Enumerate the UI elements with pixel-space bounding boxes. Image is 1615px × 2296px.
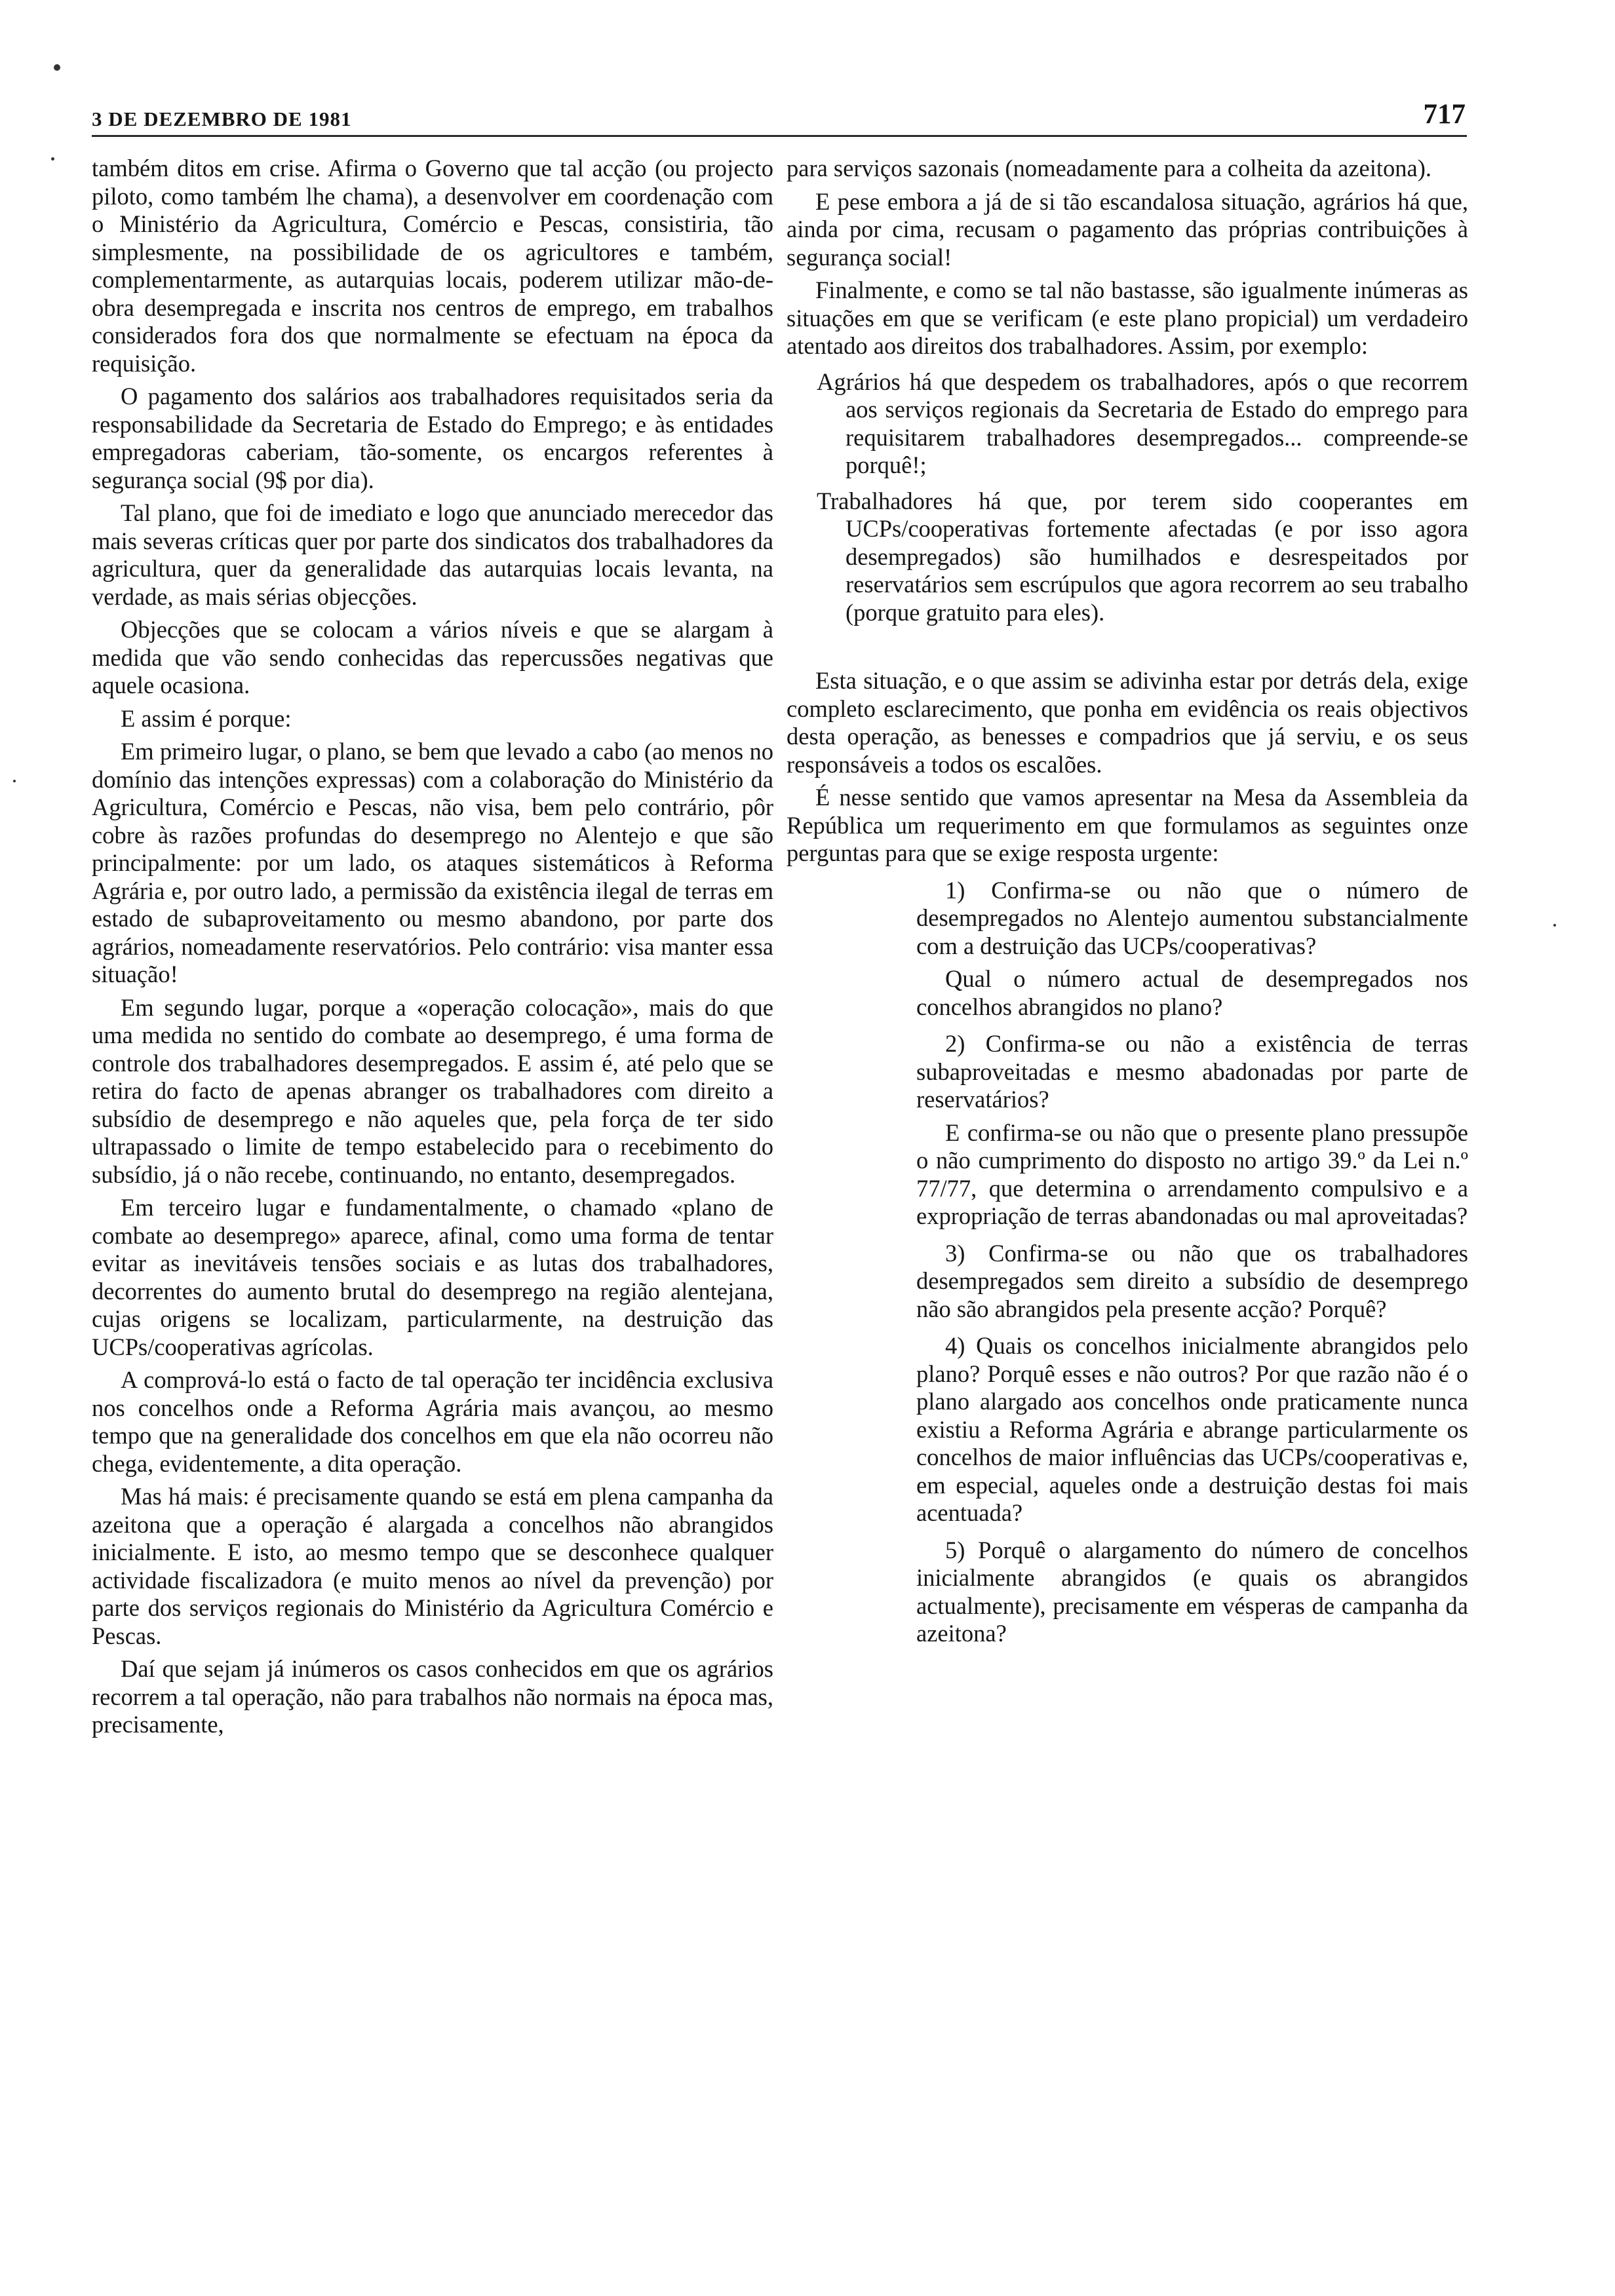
paragraph: também ditos em crise. Afirma o Governo que tal acção (ou projecto piloto, como também lhe chama), a desenvolver em coordenação com o Ministério da Agricultura, Comércio e Pescas, consistiria, tão simplesmente, na possibilidade de os agricultores e também, complementarmente, as autarquias locais, poderem utilizar mão-de-obra desempregada e inscrita nos centros de emprego, em trabalhos considerados fora dos que normalmente se efectuam na época da requisição.	[92, 155, 773, 377]
section-gap	[787, 626, 1468, 667]
scan-speck	[13, 780, 16, 782]
question-text: 2) Confirma-se ou não a existência de terras subaproveitadas e mesmo abadonadas por parte de reservatários?	[916, 1030, 1468, 1113]
paragraph: Esta situação, e o que assim se adivinha estar por detrás dela, exige completo esclarecimento, que ponha em evidência os reais objectivos desta operação, as benesses e compadrios que já serviu, e os seus responsáveis a todos os escalões.	[787, 667, 1468, 778]
left-column	[92, 155, 773, 1739]
paragraph: Em segundo lugar, porque a «operação colocação», mais do que uma medida no sentido do combate ao desemprego, é uma forma de controle dos trabalhadores desempregados. E assim é, até pelo que se retira do facto de apenas abranger os trabalhadores com direito a subsídio de desemprego e não aqueles que, pela força de ter sido ultrapassado o limite de tempo estabelecido para o recebimento do subsídio, já o não recebe, continuando, no entanto, desempregados.	[92, 993, 773, 1188]
paragraph: É nesse sentido que vamos apresentar na Mesa da Assembleia da República um requerimento em que formulamos as seguintes onze perguntas para que se exige resposta urgente:	[787, 784, 1468, 866]
paragraph: E pese embora a já de si tão escandalosa situação, agrários há que, ainda por cima, recusam o pagamento das próprias contribuições à segurança social!	[787, 187, 1468, 271]
question-text: 5) Porquê o alargamento do número de concelhos inicialmente abrangidos (e quais os abrangidos actualmente), precisamente em vésperas de campanha da azeitona?	[916, 1536, 1468, 1647]
scan-speck	[51, 157, 54, 161]
right-column	[787, 155, 1468, 1648]
question-item	[832, 1332, 1468, 1527]
question-subtext: Qual o número actual de desempregados nos concelhos abrangidos no plano?	[916, 965, 1468, 1020]
question-item	[832, 1240, 1468, 1324]
page-number: 717	[1423, 99, 1466, 130]
paragraph: E assim é porque:	[121, 704, 292, 732]
header-rule	[92, 135, 1467, 137]
paragraph: Daí que sejam já inúmeros os casos conhecidos em que os agrários recorrem a tal operação, não para trabalhos não normais na época mas, precisamente,	[92, 1655, 773, 1738]
header-date: 3 DE DEZEMBRO DE 1981	[92, 107, 352, 130]
paragraph: Tal plano, que foi de imediato e logo que anunciado merecedor das mais severas críticas quer por parte dos sindicatos dos trabalhadores da agricultura, quer da generalidade das autarquias locais levanta, na verdade, as mais sérias objecções.	[92, 499, 773, 610]
paragraph: A comprová-lo está o facto de tal operação ter incidência exclusiva nos concelhos onde a Reforma Agrária mais avançou, ao mesmo tempo que na generalidade dos concelhos em que ela não ocorreu não chega, evidentemente, a dita operação.	[92, 1366, 773, 1477]
question-text: 4) Quais os concelhos inicialmente abrangidos pelo plano? Porquê esses e não outros? Por que razão não é o plano alargado aos concelhos onde praticamente nunca existiu a Reforma Agrária e abrange particularmente os concelhos de maior influências das UCPs/cooperativas e, em especial, aqueles onde a destruição destas foi mais acentuada?	[916, 1332, 1468, 1526]
page-header	[92, 98, 1467, 135]
paragraph: Mas há mais: é precisamente quando se está em plena campanha da azeitona que a operação é alargada a concelhos não abrangidos inicialmente. E isto, ao mesmo tempo que se desconhece qualquer actividade fiscalizadora (e muito menos ao nível da prevenção) por parte dos serviços regionais do Ministério da Agricultura Comércio e Pescas.	[92, 1483, 773, 1649]
paragraph: Finalmente, e como se tal não bastasse, são igualmente inúmeras as situações em que se verificam (e este plano propicial) um verdadeiro atentado aos direitos dos trabalhadores. Assim, por exemplo:	[787, 277, 1468, 359]
question-item	[832, 1030, 1468, 1231]
paragraph: Em primeiro lugar, o plano, se bem que levado a cabo (ao menos no domínio das intenções expressas) com a colaboração do Ministério da Agricultura, Comércio e Pescas, não visa, bem pelo contrário, pôr cobre às razões profundas do desemprego no Alentejo e que são principalmente: por um lado, os ataques sistemáticos à Reforma Agrária e, por outro lado, a permissão da existência ilegal de terras em estado de subaproveitamento ou mesmo abandono, por parte dos agrários, nomeadamente reservatórios. Pelo contrário: visa manter essa situação!	[92, 738, 773, 987]
example-item: Trabalhadores há que, por terem sido cooperantes em UCPs/cooperativas fortemente afectadas (e por isso agora desempregados) são humilhados e desrespeitados por reservatários sem escrúpulos que agora recorrem ao seu trabalho (porque gratuito para eles).	[817, 487, 1468, 626]
example-item: Agrários há que despedem os trabalhadores, após o que recorrem aos serviços regionais da Secretaria de Estado do emprego para requisitarem trabalhadores desempregados... compreende-se porquê!;	[817, 368, 1468, 478]
scan-speck	[1553, 924, 1556, 927]
questions-list	[832, 877, 1468, 1648]
paragraph: O pagamento dos salários aos trabalhadores requisitados seria da responsabilidade da Secretaria de Estado do Emprego; e às entidades empregadoras caberiam, tão-somente, os encargos referentes à segurança social (9$ por dia).	[92, 383, 773, 493]
question-text: 1) Confirma-se ou não que o número de desempregados no Alentejo aumentou substancialmente com a destruição das UCPs/cooperativas?	[916, 876, 1468, 959]
question-text: 3) Confirma-se ou não que os trabalhadores desempregados sem direito a subsídio de desemprego não são abrangidos pela presente acção? Porquê?	[916, 1239, 1468, 1322]
scan-speck	[54, 64, 60, 71]
question-subtext: E confirma-se ou não que o presente plano pressupõe o não cumprimento do disposto no artigo 39.º da Lei n.º 77/77, que determina o arrendamento compulsivo e a expropriação de terras abandonadas ou mal aproveitadas?	[916, 1119, 1468, 1229]
question-item	[832, 1537, 1468, 1648]
paragraph: para serviços sazonais (nomeadamente para a colheita da azeitona).	[787, 155, 1431, 182]
question-item	[832, 877, 1468, 1022]
paragraph: Objecções que se colocam a vários níveis e que se alargam à medida que vão sendo conhecidas das repercussões negativas que aquele ocasiona.	[92, 616, 773, 698]
paragraph: Em terceiro lugar e fundamentalmente, o chamado «plano de combate ao desemprego» aparece, afinal, como uma forma de tentar evitar as inevitáveis tensões sociais e as lutas dos trabalhadores, decorrentes do aumento brutal do desemprego na região alentejana, cujas origens se localizam, particularmente, na destruição das UCPs/cooperativas agrícolas.	[92, 1194, 773, 1360]
